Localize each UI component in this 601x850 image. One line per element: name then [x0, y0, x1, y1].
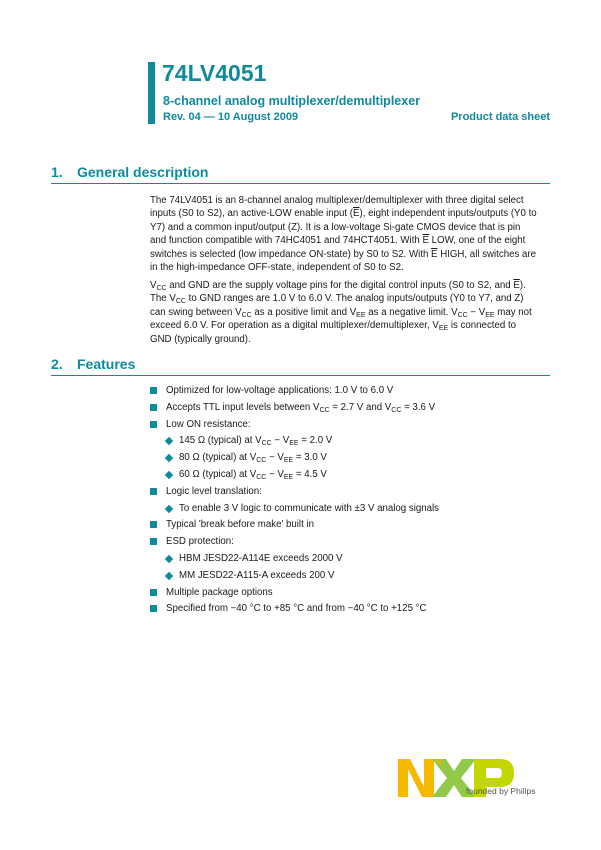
feature-item	[150, 400, 550, 417]
symbol-v: V	[451, 306, 458, 318]
enable-signal: $\overline{E}$	[431, 248, 438, 260]
text-line: inputs (S0 to S2), an active-LOW enable input (	[150, 208, 354, 220]
square-bullet-icon	[150, 521, 157, 528]
feature-subitem	[166, 450, 550, 467]
diamond-bullet-icon	[165, 454, 173, 462]
subscript-ee: EE	[485, 311, 495, 319]
feature-sublist	[166, 501, 550, 518]
feature-subitem	[166, 568, 550, 585]
section-heading-features	[51, 356, 550, 376]
logo-letter-n	[398, 759, 434, 797]
feature-item	[150, 534, 550, 584]
feature-sublist	[166, 551, 550, 585]
feature-text: 80 Ω (typical) at V	[179, 452, 257, 464]
feature-item	[150, 484, 550, 518]
feature-text: − V	[271, 435, 290, 447]
enable-signal: $\overline{E}$	[422, 235, 429, 247]
feature-text: = 4.5 V	[293, 468, 327, 480]
feature-text: = 2.7 V and V	[329, 401, 392, 413]
feature-text: 145 Ω (typical) at V	[179, 435, 262, 447]
feature-text: Logic level translation:	[166, 485, 262, 497]
feature-item	[150, 601, 550, 618]
feature-text: HBM JESD22-A114E exceeds 2000 V	[179, 552, 343, 564]
title-accent-bar	[148, 62, 155, 124]
subscript-cc: CC	[156, 285, 167, 292]
text-line: may not	[494, 306, 532, 318]
feature-subitem	[166, 501, 550, 518]
subscript-cc: CC	[457, 311, 468, 319]
square-bullet-icon	[150, 421, 157, 428]
text-line: to GND ranges are 1.0 V to 6.0 V. The analog inputs/outputs (Y0 to Y7, and Z)	[185, 293, 524, 305]
text-line: ), eight independent inputs/outputs (Y0 to	[359, 208, 537, 220]
symbol-v: V	[150, 280, 157, 291]
text-line: switches is selected (low impedance ON-state) by S0 to S2. With	[150, 248, 432, 260]
square-bullet-icon	[150, 387, 157, 394]
logo-tagline: founded by Philips	[466, 786, 536, 796]
feature-item	[150, 585, 550, 602]
document-title: 74LV4051	[162, 60, 267, 86]
symbol-v: V	[169, 293, 176, 305]
subscript-ee: EE	[438, 325, 449, 333]
text-line: and GND are the supply voltage pins for the digital control inputs (S0 to S2, and	[166, 280, 514, 291]
feature-text: 60 Ω (typical) at V	[179, 468, 257, 480]
subscript-cc: CC	[391, 406, 402, 414]
symbol-v: V	[432, 320, 439, 332]
feature-text: Optimized for low-voltage applications: 1.0 V to 6.0 V	[166, 385, 394, 396]
feature-text: Typical 'break before make' built in	[166, 519, 315, 531]
subscript-cc: CC	[256, 473, 267, 481]
feature-sublist	[166, 433, 550, 483]
feature-item	[150, 517, 550, 534]
feature-text: Multiple package options	[166, 586, 273, 598]
logo-overlap	[436, 759, 442, 765]
subscript-cc: CC	[256, 457, 267, 465]
feature-item	[150, 417, 550, 484]
features-list	[150, 383, 550, 618]
text-line: The 74LV4051 is an 8-channel analog multiplexer/demultiplexer with three digital select	[150, 195, 524, 206]
text-line: and function compatible with 74HC4051 and 74HCT4051. With	[150, 235, 423, 247]
feature-subitem	[166, 433, 550, 450]
general-description-paragraph-1	[150, 194, 550, 274]
feature-subitem	[166, 551, 550, 568]
section-heading-general-description	[51, 164, 550, 184]
feature-text: = 3.6 V	[401, 401, 436, 413]
text-line: LOW, one of the eight	[428, 235, 526, 247]
minus-sign: −	[467, 306, 479, 318]
square-bullet-icon	[150, 488, 157, 495]
document-subtitle: 8-channel analog multiplexer/demultiplexer	[163, 94, 421, 108]
nxp-logo	[396, 755, 526, 815]
section-title: General description	[77, 164, 209, 180]
feature-text: Specified from −40 °C to +85 °C and from −40 °C to +125 °C	[166, 603, 427, 615]
diamond-bullet-icon	[165, 437, 173, 445]
section-number: 1.	[51, 164, 63, 180]
feature-text: Low ON resistance:	[166, 418, 251, 430]
feature-text: To enable 3 V logic to communicate with ±3 V analog signals	[179, 502, 440, 514]
square-bullet-icon	[150, 404, 157, 411]
text-line: exceed 6.0 V. For operation as a digital multiplexer/demultiplexer,	[150, 320, 433, 332]
section-number: 2.	[51, 356, 63, 372]
diamond-bullet-icon	[165, 471, 173, 479]
subscript-ee: EE	[283, 457, 294, 465]
text-line: GND (typically ground).	[150, 333, 251, 345]
feature-text: = 2.0 V	[298, 435, 333, 447]
square-bullet-icon	[150, 538, 157, 545]
enable-signal: $\overline{E}$	[513, 280, 520, 291]
feature-item	[150, 383, 550, 400]
square-bullet-icon	[150, 605, 157, 612]
subscript-cc: CC	[261, 440, 272, 448]
symbol-v: V	[478, 306, 486, 318]
symbol-v: V	[235, 306, 242, 318]
text-line: in the high-impedance OFF-state, independent of S0 to S2.	[150, 262, 404, 274]
general-description-paragraph-2	[150, 279, 550, 346]
feature-text: MM JESD22-A115-A exceeds 200 V	[179, 569, 335, 581]
square-bullet-icon	[150, 589, 157, 596]
text-line: is connected to	[448, 320, 517, 332]
text-line: HIGH, all switches are	[437, 248, 537, 260]
feature-text: ESD protection:	[166, 536, 234, 548]
subscript-cc: CC	[241, 311, 252, 319]
diamond-bullet-icon	[165, 555, 173, 563]
subscript-ee: EE	[283, 473, 294, 481]
text-line: can swing between	[150, 306, 236, 318]
enable-signal: $\overline{E}$	[353, 208, 360, 220]
feature-text: − V	[266, 452, 284, 464]
revision-date: Rev. 04 — 10 August 2009	[163, 111, 299, 123]
feature-text: Accepts TTL input levels between V	[166, 401, 320, 413]
diamond-bullet-icon	[165, 572, 173, 580]
document-type: Product data sheet	[450, 111, 550, 123]
text-line: ).	[519, 280, 526, 291]
section-title: Features	[77, 356, 136, 372]
text-line: Y7) and a common input/output (Z). It is a low-voltage Si-gate CMOS device that is pin	[150, 221, 521, 233]
text-line: as a positive limit and	[251, 306, 350, 318]
feature-subitem	[166, 467, 550, 484]
diamond-bullet-icon	[165, 504, 173, 512]
subscript-cc: CC	[319, 406, 330, 414]
subscript-ee: EE	[289, 440, 299, 448]
feature-text: − V	[266, 468, 284, 480]
feature-text: = 3.0 V	[293, 452, 327, 464]
text-line: The	[150, 293, 170, 305]
text-line: as a negative limit.	[365, 306, 452, 318]
subscript-ee: EE	[356, 311, 366, 319]
symbol-v: V	[349, 306, 357, 318]
subscript-cc: CC	[175, 298, 186, 306]
